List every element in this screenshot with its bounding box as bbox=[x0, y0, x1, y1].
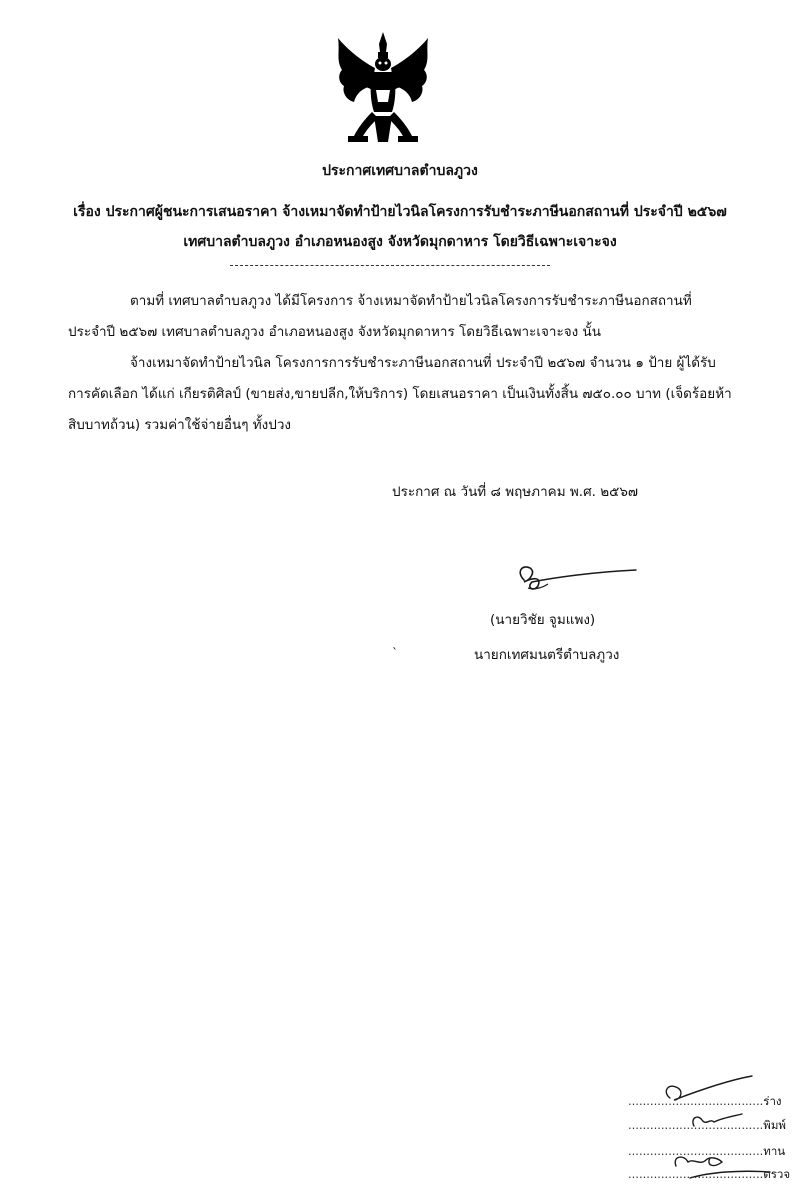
initial-label-review: ทาน bbox=[763, 1144, 786, 1158]
stray-mark: ` bbox=[392, 646, 398, 660]
initial-label-draft: ร่าง bbox=[763, 1094, 782, 1108]
garuda-emblem-icon bbox=[332, 30, 434, 148]
initial-label-print: พิมพ์ bbox=[763, 1118, 787, 1132]
initial-leader-draft: ..................................... bbox=[628, 1094, 764, 1108]
paragraph-2-line-2: การคัดเลือก ได้แก่ เกียรติศิลป์ (ขายส่ง,ขายปลีก,ให้บริการ) โดยเสนอราคา เป็นเงินทั้งสิ้น ๗๕๐.๐๐ บาท (เจ็ดร้อยห้า bbox=[68, 386, 732, 402]
announcement-date: ประกาศ ณ วันที่ ๘ พฤษภาคม พ.ศ. ๒๕๖๗ bbox=[392, 484, 639, 500]
initial-leader-review: ..................................... bbox=[628, 1144, 764, 1158]
paragraph-2-line-3: สิบบาทถ้วน) รวมค่าใช้จ่ายอื่นๆ ทั้งปวง bbox=[68, 417, 292, 433]
initial-label-check: ตรวจ bbox=[763, 1167, 791, 1181]
signatory-position: นายกเทศมนตรีตำบลภูวง bbox=[474, 647, 620, 663]
initial-row-print bbox=[628, 1117, 786, 1135]
paragraph-1-line-2: ประจำปี ๒๕๖๗ เทศบาลตำบลภูวง อำเภอหนองสูง จังหวัดมุกดาหาร โดยวิธีเฉพาะเจาะจง นั้น bbox=[68, 324, 601, 340]
paragraph-1-line-1: ตามที่ เทศบาลตำบลภูวง ได้มีโครงการ จ้างเหมาจัดทำป้ายไวนิลโครงการรับชำระภาษีนอกสถานที่ bbox=[130, 293, 692, 309]
initial-leader-print: ..................................... bbox=[628, 1118, 764, 1132]
signature-mark bbox=[512, 558, 642, 608]
initial-row-draft bbox=[628, 1093, 782, 1111]
initial-row-review bbox=[628, 1143, 785, 1161]
subject-line-2: เทศบาลตำบลภูวง อำเภอหนองสูง จังหวัดมุกดาหาร โดยวิธีเฉพาะเจาะจง bbox=[183, 234, 617, 250]
separator-rule bbox=[230, 265, 550, 266]
issuer-title: ประกาศเทศบาลตำบลภูวง bbox=[322, 163, 478, 179]
paragraph-2-line-1: จ้างเหมาจัดทำป้ายไวนิล โครงการการรับชำระภาษีนอกสถานที่ ประจำปี ๒๕๖๗ จำนวน ๑ ป้าย ผู้ได้รับ bbox=[130, 355, 716, 371]
subject-line-1: เรื่อง ประกาศผู้ชนะการเสนอราคา จ้างเหมาจัดทำป้ายไวนิลโครงการรับชำระภาษีนอกสถานที่ ประจำปี ๒๕๖๗ bbox=[73, 204, 727, 220]
signatory-name: (นายวิชัย จูมแพง) bbox=[490, 612, 596, 628]
initial-row-check bbox=[628, 1166, 790, 1184]
initial-leader-check: ..................................... bbox=[628, 1167, 764, 1181]
